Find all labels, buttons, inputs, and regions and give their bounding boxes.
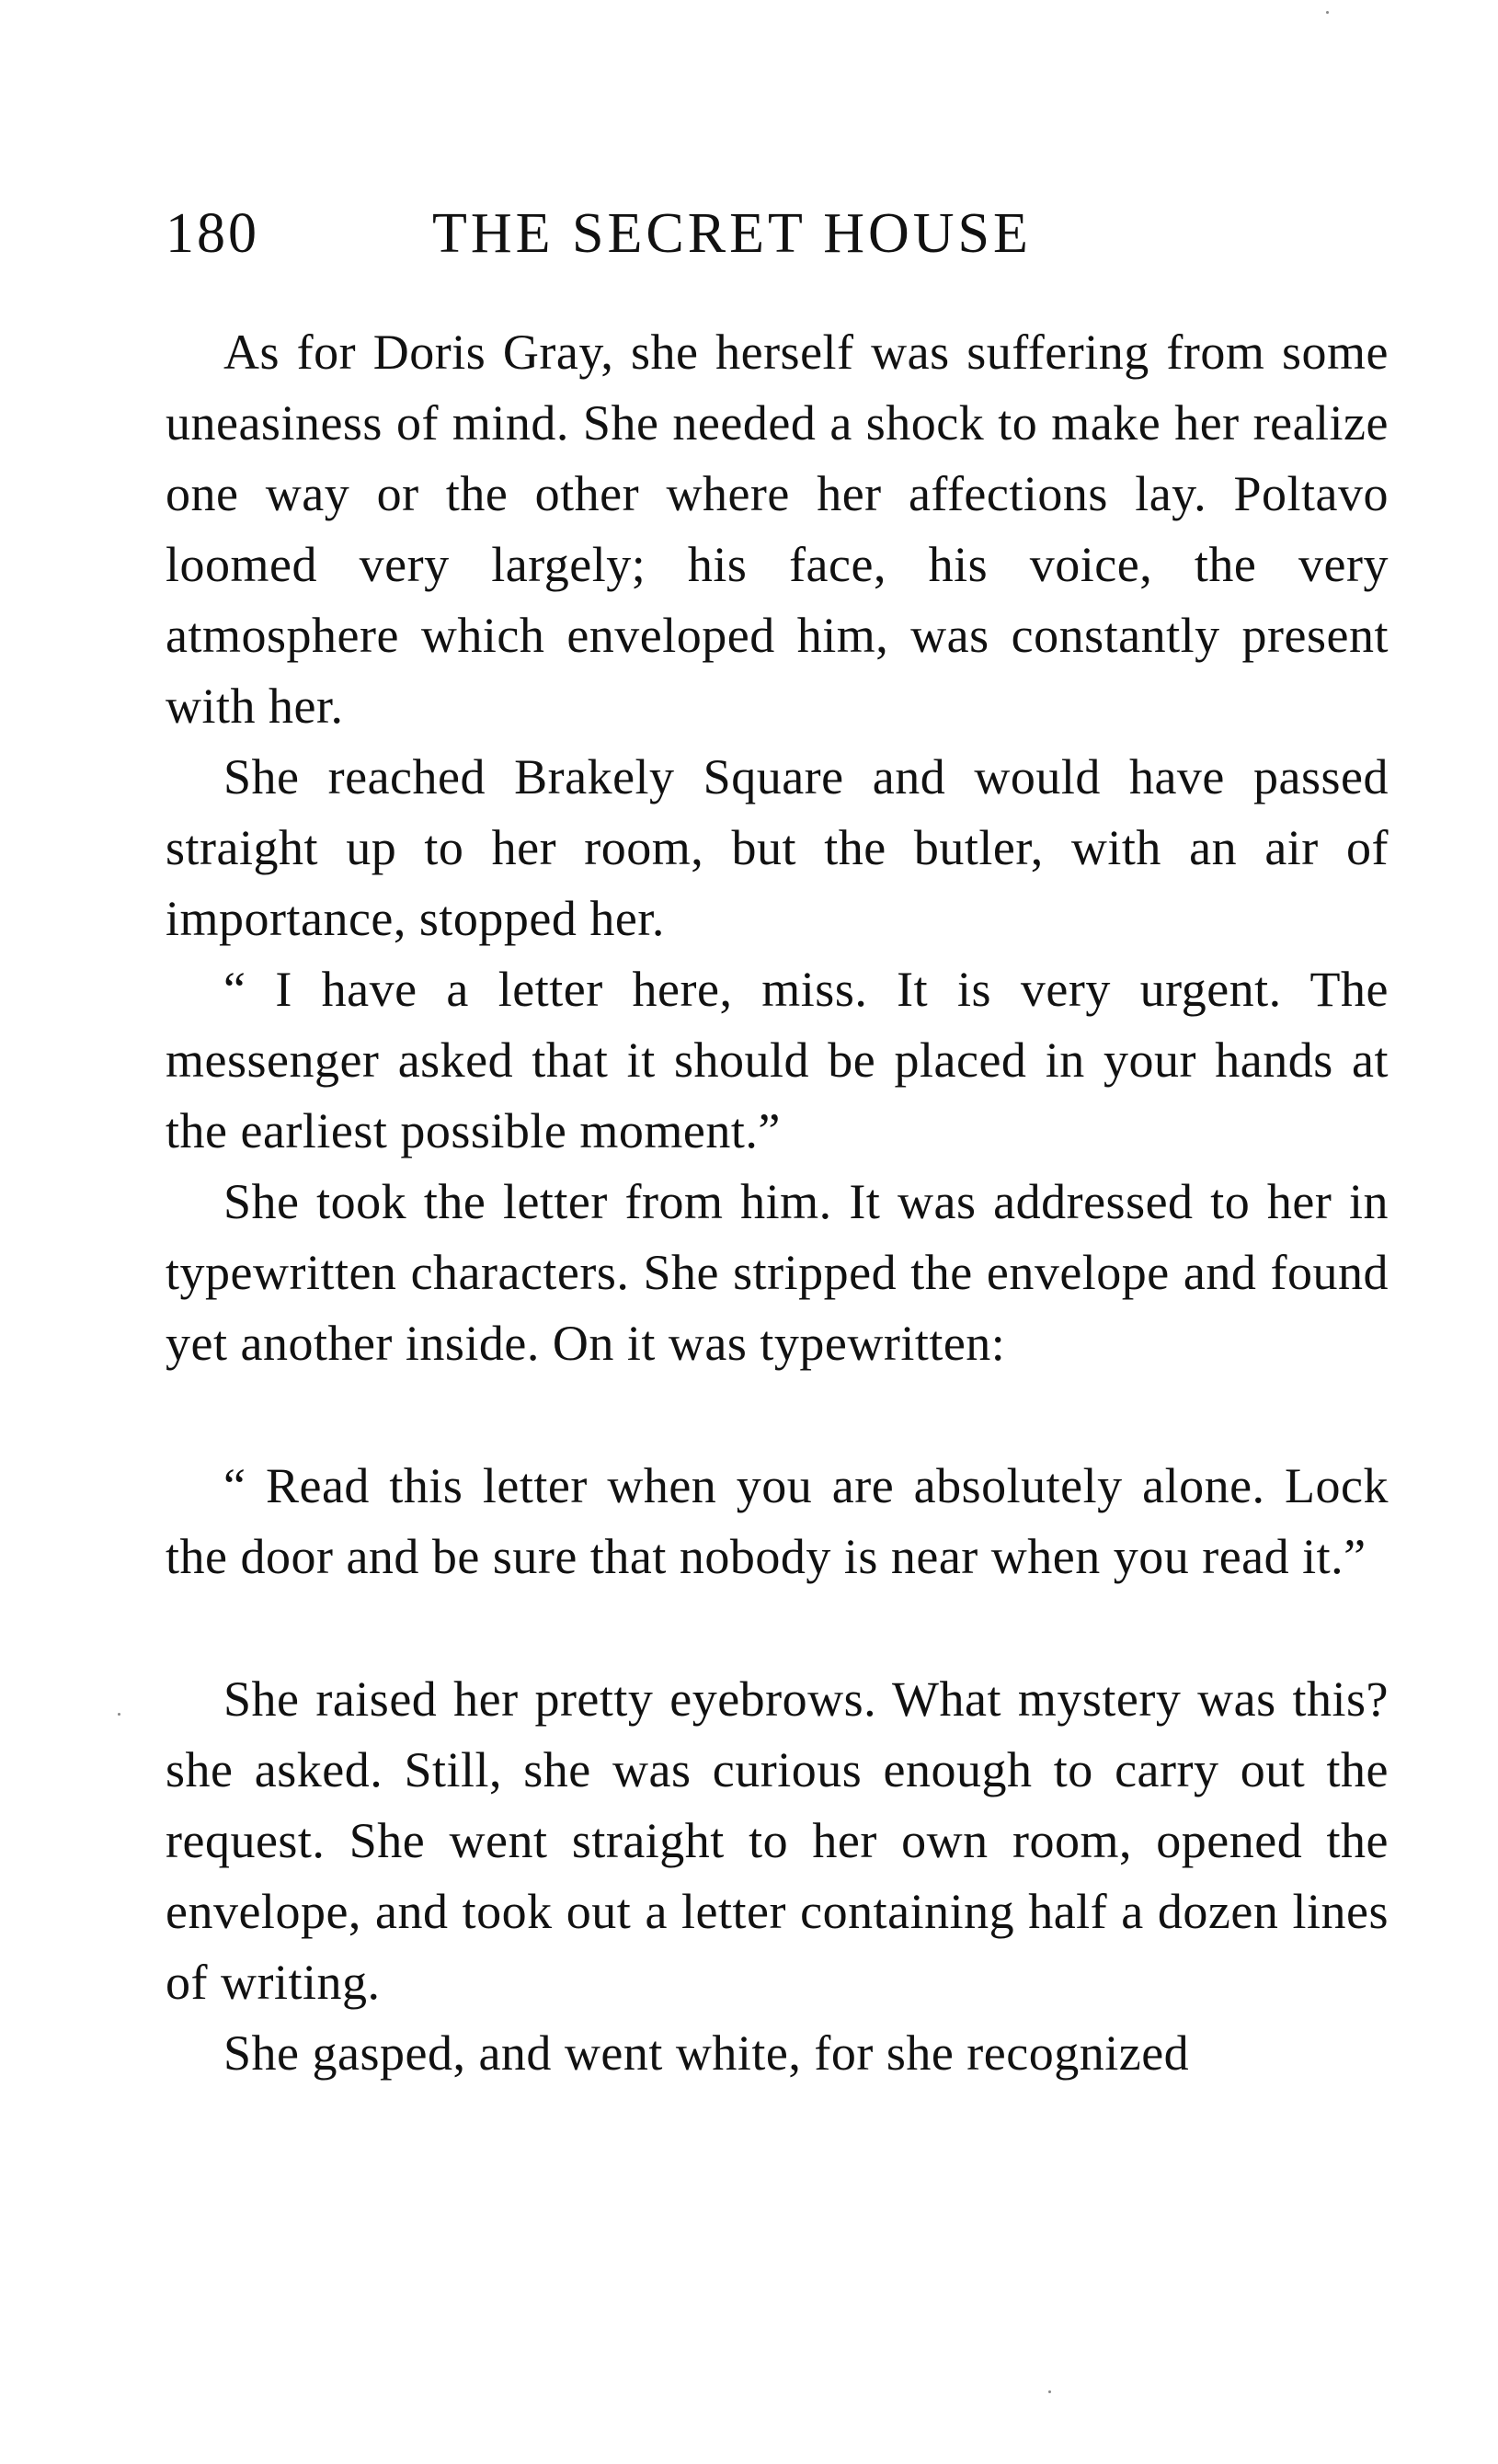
page-number: 180	[166, 202, 259, 265]
running-title: THE SECRET HOUSE	[432, 202, 1032, 265]
page-header	[166, 197, 1398, 270]
scan-speck	[1048, 2390, 1051, 2393]
paragraph: She raised her pretty eyebrows. What mystery was this? she asked. Still, she was curious enough to carry out the request. She went straight to her own room, opened the envelope, and took out a letter containing half a dozen lines of writing.	[166, 1671, 1389, 2010]
scan-speck	[1326, 11, 1329, 14]
quoted-letter: “ Read this letter when you are absolutely alone. Lock the door and be sure that nobody is near when you read it.”	[166, 1458, 1389, 1584]
paragraph: She gasped, and went white, for she recognized	[223, 2025, 1190, 2081]
paragraph: As for Doris Gray, she herself was suffering from some uneasiness of mind. She needed a shock to make her realize one way or the other where her affections lay. Poltavo loomed very largely; his face, his voice, the very atmosphere which enveloped him, was constantly present with her.	[166, 325, 1389, 734]
scan-speck	[118, 1713, 120, 1716]
paragraph: She took the letter from him. It was addressed to her in typewritten characters. She stripped the envelope and found yet another inside. On it was typewritten:	[166, 1174, 1389, 1371]
body-text	[166, 317, 1389, 2089]
paragraph: “ I have a letter here, miss. It is very urgent. The messenger asked that it should be placed in your hands at the earliest possible moment.”	[166, 962, 1389, 1158]
paragraph: She reached Brakely Square and would have passed straight up to her room, but the butler, with an air of importance, stopped her.	[166, 749, 1389, 946]
